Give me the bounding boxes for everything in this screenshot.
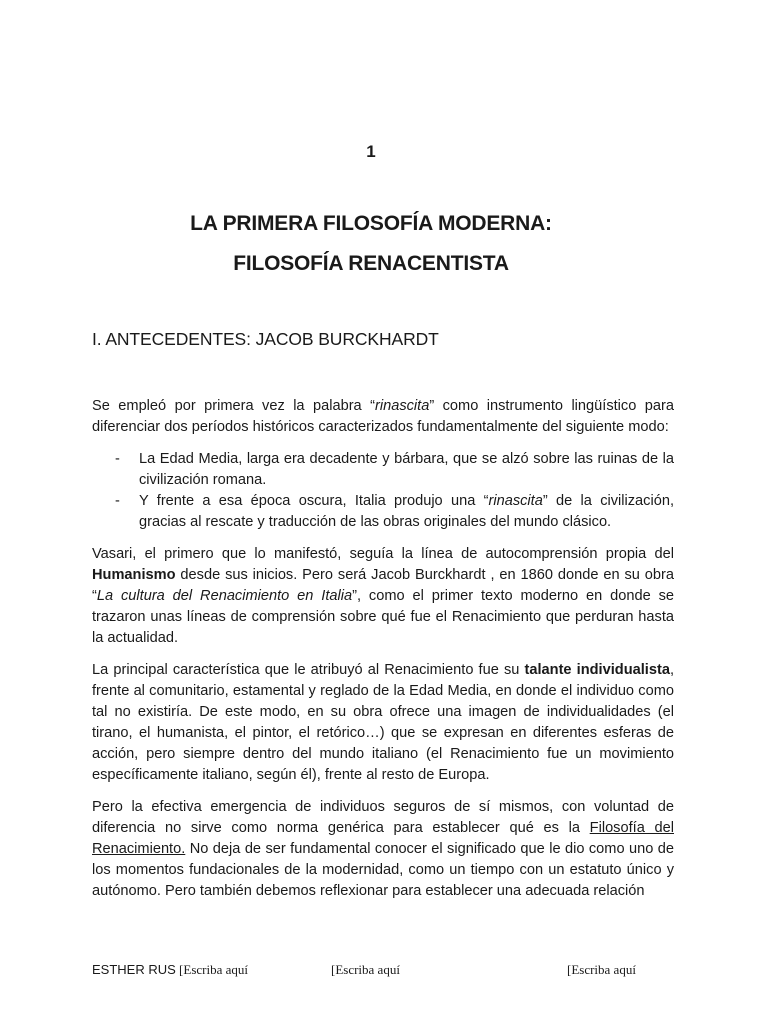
bullet-dash: - bbox=[115, 493, 120, 509]
paragraph-2-c: ”, como el primer texto moderno en donde se trazaron unas líneas de comprensión sobre qué fue el Renacimiento que perduran hasta la actualidad. bbox=[92, 588, 675, 646]
bullet-item bbox=[92, 449, 674, 491]
footer-right-placeholder[interactable]: [Escriba aquí bbox=[567, 962, 636, 977]
footer-center bbox=[331, 962, 400, 978]
paragraph-4-b: No deja de ser fundamental conocer el significado que le dio como uno de los momentos fundacionales de la modernidad, como un tiempo con un estatuto único y autónomo. Pero también debemos reflexionar para establecer una adecuada relación bbox=[92, 841, 674, 899]
paragraph-3-a: La principal característica que le atribuyó al Renacimiento fue su bbox=[92, 662, 525, 678]
bullet-list bbox=[92, 449, 674, 533]
paragraph-3-b: , frente al comunitario, estamental y reglado de la Edad Media, en donde el individuo como tal no existiría. De este modo, en su obra ofrece una imagen de individualidades (el tirano, el humanista, el pintor, el retórico…) que se expresan en diferentes esferas de acción, pero siempre dentro del mundo italiano (el Renacimiento fue un movimiento específicamente italiano, según él), frente al resto de Europa. bbox=[92, 662, 674, 783]
paragraph-1-pre: Se empleó por primera vez la palabra “ bbox=[92, 398, 375, 414]
title-line-2: FILOSOFÍA RENACENTISTA bbox=[233, 252, 509, 275]
bullet-2-pre: Y frente a esa época oscura, Italia produjo una “ bbox=[139, 493, 489, 509]
bullet-item bbox=[92, 491, 674, 533]
paragraph-4-a: Pero la efectiva emergencia de individuos seguros de sí mismos, con voluntad de diferencia no sirve como norma genérica para establecer qué es la bbox=[92, 799, 674, 836]
body-text bbox=[92, 396, 674, 913]
footer-left bbox=[92, 962, 248, 978]
bullet-dash: - bbox=[115, 451, 120, 467]
paragraph-2-italic: La cultura del Renacimiento en Italia bbox=[96, 588, 353, 604]
footer-center-placeholder[interactable]: [Escriba aquí bbox=[331, 962, 400, 977]
bullet-2-italic: rinascita bbox=[488, 493, 543, 509]
footer-right bbox=[567, 962, 636, 978]
paragraph-1-italic: rinascita bbox=[374, 398, 430, 414]
paragraph-3-bold: talante individualista bbox=[524, 662, 670, 678]
paragraph-1-post: ” como instrumento lingüístico para diferenciar dos períodos históricos caracterizados fundamentalmente del siguiente modo: bbox=[92, 398, 674, 435]
paragraph-1 bbox=[92, 396, 674, 438]
footer-left-placeholder[interactable]: [Escriba aquí bbox=[179, 962, 248, 977]
chapter-number: 1 bbox=[366, 142, 376, 161]
paragraph-2-b: desde sus inicios. Pero será Jacob Burckhardt , en 1860 donde en su obra “ bbox=[92, 567, 674, 604]
bullet-1-pre: La Edad Media, larga era decadente y bárbara, que se alzó sobre las ruinas de la civilización romana. bbox=[139, 451, 674, 488]
paragraph-2-bold: Humanismo bbox=[92, 567, 176, 583]
footer-author: ESTHER RUS bbox=[92, 962, 176, 977]
paragraph-2-a: Vasari, el primero que lo manifestó, seguía la línea de autocomprensión propia del bbox=[92, 546, 674, 562]
paragraph-4-underline: Filosofía del Renacimiento. bbox=[92, 820, 674, 857]
paragraph-3 bbox=[92, 660, 674, 786]
title-line-1: LA PRIMERA FILOSOFÍA MODERNA: bbox=[190, 212, 552, 235]
paragraph-2 bbox=[92, 544, 674, 649]
section-heading: I. ANTECEDENTES: JACOB BURCKHARDT bbox=[92, 329, 439, 349]
paragraph-4 bbox=[92, 797, 674, 902]
bullet-2-post: ” de la civilización, gracias al rescate y traducción de las obras originales del mundo clásico. bbox=[139, 493, 675, 530]
